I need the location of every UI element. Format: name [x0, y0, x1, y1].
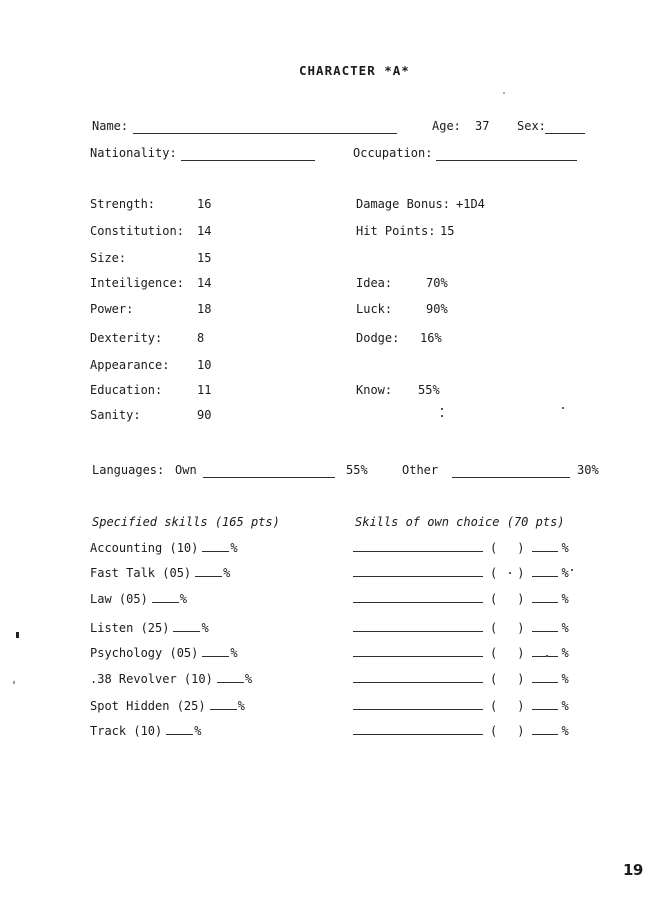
know-label: Know:: [356, 383, 393, 397]
percent-sign: %: [201, 621, 209, 635]
skill-row-track: [90, 723, 201, 738]
age-value: 37: [475, 119, 490, 133]
skill-name-blank-line: [353, 565, 483, 577]
know-row: [356, 383, 440, 397]
percent-sign: %: [561, 724, 569, 738]
luck-row: [356, 302, 448, 316]
damage-bonus-label: Damage Bonus:: [356, 197, 450, 211]
own-skill-row: [353, 540, 569, 555]
own-skill-row: [353, 723, 569, 738]
stat-label: Strength:: [90, 197, 156, 211]
skill-blank-line: [532, 540, 558, 552]
languages-other-value: 30%: [577, 463, 599, 477]
stat-row-dexterity: [90, 331, 204, 345]
stat-value: 14: [197, 224, 212, 238]
nationality-blank-line: [181, 147, 315, 161]
skill-blank-line: [217, 671, 244, 683]
close-paren: ): [517, 621, 525, 635]
own-skill-row: [353, 645, 569, 660]
stat-row-education: [90, 383, 211, 397]
languages-own-label: Own: [175, 463, 197, 477]
close-paren: ): [517, 672, 525, 686]
skill-blank-line: [202, 645, 229, 657]
percent-sign: %: [561, 566, 569, 580]
damage-bonus-value: +1D4: [456, 197, 485, 211]
know-value: 55%: [418, 383, 440, 397]
dodge-label: Dodge:: [356, 331, 400, 345]
nationality-label: Nationality:: [90, 146, 177, 160]
name-blank-line: [133, 120, 397, 134]
scan-speck: [503, 92, 505, 94]
skill-blank-line: [152, 591, 179, 603]
idea-value: 70%: [426, 276, 448, 290]
name-label: Name:: [92, 119, 129, 133]
close-paren: ): [517, 541, 525, 555]
skill-blank-line: [210, 698, 237, 710]
age-label: Age:: [432, 119, 461, 133]
stat-row-sanity: [90, 408, 211, 422]
skill-label: Accounting (10): [90, 541, 199, 555]
stat-label: Constitution:: [90, 224, 184, 238]
scan-speck: [13, 681, 15, 684]
skill-row-psychology: [90, 645, 238, 660]
languages-label: Languages:: [92, 463, 165, 477]
idea-label: Idea:: [356, 276, 393, 290]
close-paren: ): [517, 699, 525, 713]
close-paren: ): [517, 724, 525, 738]
skill-blank-line: [195, 565, 222, 577]
own-skill-row: [353, 565, 569, 580]
skill-blank-line: [532, 565, 558, 577]
languages-own-value: 55%: [346, 463, 368, 477]
stat-label: Education:: [90, 383, 163, 397]
percent-sign: %: [237, 699, 245, 713]
scan-speck: [562, 407, 564, 409]
stat-row-appearance: [90, 358, 211, 372]
scan-speck: [441, 415, 443, 417]
skill-label: Spot Hidden (25): [90, 699, 206, 713]
sex-label: Sex:: [517, 119, 546, 133]
stat-value: 15: [197, 251, 212, 265]
skill-label: Law (05): [90, 592, 148, 606]
skill-name-blank-line: [353, 591, 483, 603]
percent-sign: %: [230, 646, 238, 660]
skill-blank-line: [202, 540, 229, 552]
skill-name-blank-line: [353, 540, 483, 552]
skill-name-blank-line: [353, 645, 483, 657]
percent-sign: %: [561, 541, 569, 555]
stat-row-size: [90, 251, 211, 265]
skill-blank-line: [532, 591, 558, 603]
skill-blank-line: [532, 620, 558, 632]
skill-row-accounting: [90, 540, 238, 555]
open-paren: (: [490, 592, 498, 606]
stat-row-strength: [90, 197, 211, 211]
occupation-label: Occupation:: [353, 146, 433, 160]
open-paren: (: [490, 724, 498, 738]
percent-sign: %: [561, 699, 569, 713]
percent-sign: %: [179, 592, 188, 606]
stat-row-constitution: [90, 224, 211, 238]
skill-name-blank-line: [353, 698, 483, 710]
stat-label: Appearance:: [90, 358, 170, 372]
hit-points-value: 15: [440, 224, 455, 238]
scan-speck: [571, 569, 573, 571]
dodge-value: 16%: [420, 331, 442, 345]
luck-value: 90%: [426, 302, 448, 316]
skill-blank-line: [173, 620, 200, 632]
close-paren: ): [517, 646, 525, 660]
open-paren: (: [490, 566, 498, 580]
stat-value: 16: [197, 197, 212, 211]
percent-sign: %: [561, 592, 569, 606]
open-paren: (: [490, 699, 498, 713]
hit-points-label: Hit Points:: [356, 224, 436, 238]
stat-label: Power:: [90, 302, 134, 316]
specified-skills-header: Specified skills (165 pts): [92, 515, 280, 529]
skill-name-blank-line: [353, 723, 483, 735]
languages-other-blank-line: [452, 464, 570, 478]
stat-label: Size:: [90, 251, 127, 265]
stat-value: 18: [197, 302, 212, 316]
page-number: 19: [623, 861, 643, 879]
own-skill-row: [353, 620, 569, 635]
own-skill-row: [353, 671, 569, 686]
skill-label: Fast Talk (05): [90, 566, 192, 580]
scan-speck: [16, 632, 19, 638]
skill-blank-line: [166, 723, 193, 735]
percent-sign: %: [561, 646, 569, 660]
percent-sign: %: [561, 621, 569, 635]
hit-points-row: [356, 224, 454, 238]
skill-label: .38 Revolver (10): [90, 672, 213, 686]
skill-label: Listen (25): [90, 621, 170, 635]
page-title: CHARACTER *A*: [299, 63, 410, 78]
scan-speck: [509, 572, 511, 574]
skill-row-spot-hidden: [90, 698, 245, 713]
skill-name-blank-line: [353, 671, 483, 683]
skill-label: Psychology (05): [90, 646, 199, 660]
own-skill-row: [353, 591, 569, 606]
stat-label: Sanity:: [90, 408, 141, 422]
skill-row-listen: [90, 620, 209, 635]
percent-sign: %: [561, 672, 569, 686]
percent-sign: %: [230, 541, 238, 555]
skill-blank-line: [532, 671, 558, 683]
skill-name-blank-line: [353, 620, 483, 632]
stat-row-power: [90, 302, 211, 316]
damage-bonus-row: [356, 197, 485, 211]
stat-value: 8: [197, 331, 205, 345]
luck-label: Luck:: [356, 302, 393, 316]
stat-value: 11: [197, 383, 212, 397]
stat-label: Dexterity:: [90, 331, 163, 345]
idea-row: [356, 276, 448, 290]
close-paren: ): [517, 592, 525, 606]
languages-other-label: Other: [402, 463, 439, 477]
stat-label: Inteiligence:: [90, 276, 184, 290]
skill-row-fast-talk: [90, 565, 230, 580]
scan-speck: [441, 408, 443, 410]
stat-value: 90: [197, 408, 212, 422]
stat-value: 14: [197, 276, 212, 290]
skill-blank-line: [532, 698, 558, 710]
dodge-row: [356, 331, 442, 345]
close-paren: ): [517, 566, 525, 580]
skill-label: Track (10): [90, 724, 163, 738]
sex-blank-line: [545, 120, 585, 134]
percent-sign: %: [223, 566, 231, 580]
open-paren: (: [490, 621, 498, 635]
open-paren: (: [490, 541, 498, 555]
open-paren: (: [490, 646, 498, 660]
languages-own-blank-line: [203, 464, 335, 478]
stat-row-intelligence: [90, 276, 211, 290]
skill-row-38-revolver: [90, 671, 252, 686]
percent-sign: %: [244, 672, 253, 686]
skill-blank-line: [532, 723, 558, 735]
own-skill-row: [353, 698, 569, 713]
scan-speck: [546, 655, 548, 657]
stat-value: 10: [197, 358, 212, 372]
percent-sign: %: [194, 724, 202, 738]
skill-row-law: [90, 591, 187, 606]
open-paren: (: [490, 672, 498, 686]
occupation-blank-line: [436, 147, 577, 161]
own-choice-skills-header: Skills of own choice (70 pts): [355, 515, 565, 529]
